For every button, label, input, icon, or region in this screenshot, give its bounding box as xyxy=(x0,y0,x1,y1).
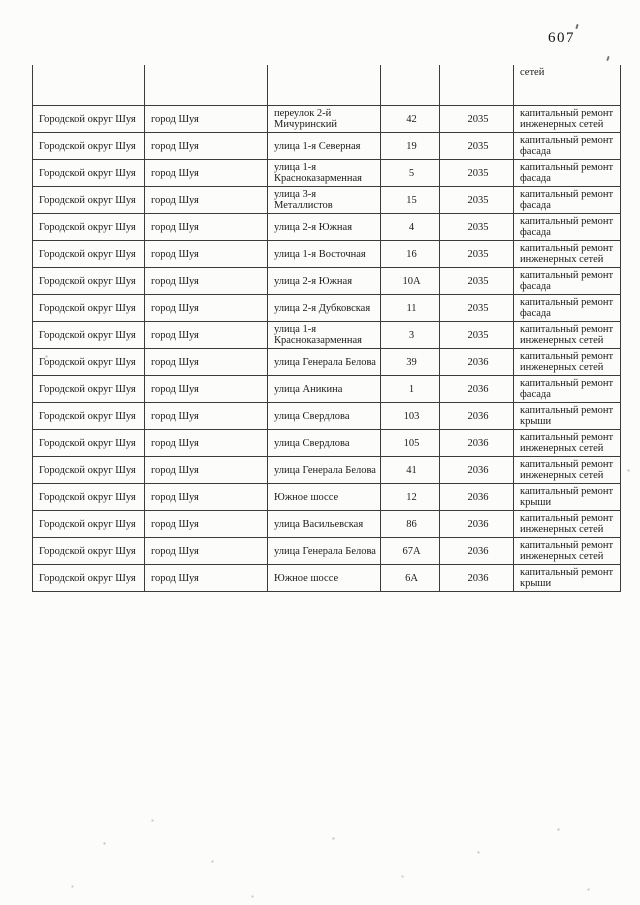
cell-street: улица 3-я Металлистов xyxy=(268,187,381,214)
repair-schedule-table xyxy=(32,65,621,592)
scan-speck xyxy=(606,56,610,61)
cell-year: 2035 xyxy=(440,187,514,214)
cell-repair-type: капитальный ремонт крыши xyxy=(514,484,621,511)
cell-city: город Шуя xyxy=(145,376,268,403)
table-row xyxy=(33,565,621,592)
cell-house-number: 6А xyxy=(381,565,440,592)
cell-year: 2036 xyxy=(440,511,514,538)
scan-speck xyxy=(575,24,578,29)
cell-repair-type: капитальный ремонт фасада xyxy=(514,295,621,322)
cell-city xyxy=(145,65,268,106)
cell-year: 2036 xyxy=(440,403,514,430)
cell-city: город Шуя xyxy=(145,403,268,430)
cell-repair-type: капитальный ремонт фасада xyxy=(514,133,621,160)
cell-year: 2035 xyxy=(440,106,514,133)
cell-house-number xyxy=(381,65,440,106)
table-row xyxy=(33,241,621,268)
scan-noise xyxy=(0,0,1,1)
cell-year: 2036 xyxy=(440,376,514,403)
cell-repair-type: сетей xyxy=(514,65,621,106)
cell-year: 2035 xyxy=(440,268,514,295)
cell-repair-type: капитальный ремонт крыши xyxy=(514,565,621,592)
cell-house-number: 16 xyxy=(381,241,440,268)
cell-district: Городской округ Шуя xyxy=(33,349,145,376)
cell-city: город Шуя xyxy=(145,430,268,457)
cell-year: 2035 xyxy=(440,295,514,322)
table-row xyxy=(33,160,621,187)
cell-district: Городской округ Шуя xyxy=(33,430,145,457)
table-row xyxy=(33,403,621,430)
cell-repair-type: капитальный ремонт инженерных сетей xyxy=(514,457,621,484)
table-row xyxy=(33,106,621,133)
cell-street: улица 2-я Дубковская xyxy=(268,295,381,322)
cell-district: Городской округ Шуя xyxy=(33,484,145,511)
cell-repair-type: капитальный ремонт фасада xyxy=(514,268,621,295)
cell-city: город Шуя xyxy=(145,349,268,376)
cell-street xyxy=(268,65,381,106)
cell-year: 2036 xyxy=(440,538,514,565)
cell-house-number: 11 xyxy=(381,295,440,322)
cell-house-number: 10А xyxy=(381,268,440,295)
cell-city: город Шуя xyxy=(145,538,268,565)
cell-repair-type: капитальный ремонт крыши xyxy=(514,403,621,430)
cell-district: Городской округ Шуя xyxy=(33,160,145,187)
cell-house-number: 39 xyxy=(381,349,440,376)
cell-city: город Шуя xyxy=(145,565,268,592)
cell-district: Городской округ Шуя xyxy=(33,187,145,214)
cell-year: 2036 xyxy=(440,457,514,484)
cell-year: 2036 xyxy=(440,484,514,511)
cell-repair-type: капитальный ремонт инженерных сетей xyxy=(514,538,621,565)
cell-street: улица Свердлова xyxy=(268,403,381,430)
cell-district: Городской округ Шуя xyxy=(33,322,145,349)
cell-house-number: 12 xyxy=(381,484,440,511)
table-row xyxy=(33,349,621,376)
table-row xyxy=(33,214,621,241)
cell-street: улица 1-я Восточная xyxy=(268,241,381,268)
carryover-row xyxy=(33,65,621,106)
cell-repair-type: капитальный ремонт инженерных сетей xyxy=(514,349,621,376)
cell-repair-type: капитальный ремонт инженерных сетей xyxy=(514,430,621,457)
cell-city: город Шуя xyxy=(145,160,268,187)
cell-house-number: 4 xyxy=(381,214,440,241)
cell-year: 2035 xyxy=(440,214,514,241)
cell-district: Городской округ Шуя xyxy=(33,403,145,430)
cell-house-number: 15 xyxy=(381,187,440,214)
cell-street: переулок 2-й Мичуринский xyxy=(268,106,381,133)
cell-street: улица 2-я Южная xyxy=(268,268,381,295)
cell-repair-type: капитальный ремонт фасада xyxy=(514,376,621,403)
cell-year: 2036 xyxy=(440,430,514,457)
table-row xyxy=(33,511,621,538)
cell-house-number: 41 xyxy=(381,457,440,484)
cell-city: город Шуя xyxy=(145,241,268,268)
cell-city: город Шуя xyxy=(145,106,268,133)
cell-house-number: 86 xyxy=(381,511,440,538)
cell-district xyxy=(33,65,145,106)
cell-year: 2035 xyxy=(440,241,514,268)
cell-year: 2035 xyxy=(440,160,514,187)
cell-city: город Шуя xyxy=(145,268,268,295)
cell-district: Городской округ Шуя xyxy=(33,241,145,268)
cell-district: Городской округ Шуя xyxy=(33,133,145,160)
cell-district: Городской округ Шуя xyxy=(33,565,145,592)
cell-city: город Шуя xyxy=(145,133,268,160)
table-row xyxy=(33,187,621,214)
cell-house-number: 19 xyxy=(381,133,440,160)
cell-street: улица Аникина xyxy=(268,376,381,403)
table-row xyxy=(33,322,621,349)
cell-district: Городской округ Шуя xyxy=(33,538,145,565)
cell-house-number: 1 xyxy=(381,376,440,403)
cell-district: Городской округ Шуя xyxy=(33,295,145,322)
cell-street: улица Генерала Белова xyxy=(268,349,381,376)
cell-year: 2036 xyxy=(440,349,514,376)
page-number: 607 xyxy=(548,30,575,46)
cell-house-number: 105 xyxy=(381,430,440,457)
cell-street: улица Генерала Белова xyxy=(268,457,381,484)
cell-district: Городской округ Шуя xyxy=(33,511,145,538)
cell-year: 2035 xyxy=(440,322,514,349)
cell-year xyxy=(440,65,514,106)
cell-city: город Шуя xyxy=(145,511,268,538)
cell-repair-type: капитальный ремонт инженерных сетей xyxy=(514,322,621,349)
table-row xyxy=(33,133,621,160)
cell-city: город Шуя xyxy=(145,322,268,349)
cell-repair-type: капитальный ремонт фасада xyxy=(514,160,621,187)
cell-city: город Шуя xyxy=(145,457,268,484)
cell-house-number: 67А xyxy=(381,538,440,565)
cell-year: 2036 xyxy=(440,565,514,592)
table-row xyxy=(33,484,621,511)
cell-street: улица 2-я Южная xyxy=(268,214,381,241)
cell-repair-type: капитальный ремонт фасада xyxy=(514,214,621,241)
cell-street: улица 1-я Красноказарменная xyxy=(268,160,381,187)
cell-repair-type: капитальный ремонт инженерных сетей xyxy=(514,241,621,268)
cell-district: Городской округ Шуя xyxy=(33,457,145,484)
cell-house-number: 42 xyxy=(381,106,440,133)
repair-table-body xyxy=(33,65,621,592)
cell-city: город Шуя xyxy=(145,484,268,511)
cell-street: улица 1-я Северная xyxy=(268,133,381,160)
table-row xyxy=(33,268,621,295)
cell-house-number: 103 xyxy=(381,403,440,430)
cell-street: улица Васильевская xyxy=(268,511,381,538)
table-row xyxy=(33,430,621,457)
cell-house-number: 5 xyxy=(381,160,440,187)
cell-district: Городской округ Шуя xyxy=(33,268,145,295)
table-row xyxy=(33,538,621,565)
cell-repair-type: капитальный ремонт инженерных сетей xyxy=(514,511,621,538)
cell-district: Городской округ Шуя xyxy=(33,376,145,403)
cell-city: город Шуя xyxy=(145,187,268,214)
cell-district: Городской округ Шуя xyxy=(33,106,145,133)
cell-city: город Шуя xyxy=(145,295,268,322)
table-row xyxy=(33,376,621,403)
cell-city: город Шуя xyxy=(145,214,268,241)
table-row xyxy=(33,295,621,322)
cell-street: Южное шоссе xyxy=(268,484,381,511)
cell-street: улица 1-я Красноказарменная xyxy=(268,322,381,349)
cell-street: улица Свердлова xyxy=(268,430,381,457)
cell-repair-type: капитальный ремонт инженерных сетей xyxy=(514,106,621,133)
cell-district: Городской округ Шуя xyxy=(33,214,145,241)
cell-house-number: 3 xyxy=(381,322,440,349)
cell-street: улица Генерала Белова xyxy=(268,538,381,565)
cell-street: Южное шоссе xyxy=(268,565,381,592)
cell-repair-type: капитальный ремонт фасада xyxy=(514,187,621,214)
table-row xyxy=(33,457,621,484)
cell-year: 2035 xyxy=(440,133,514,160)
